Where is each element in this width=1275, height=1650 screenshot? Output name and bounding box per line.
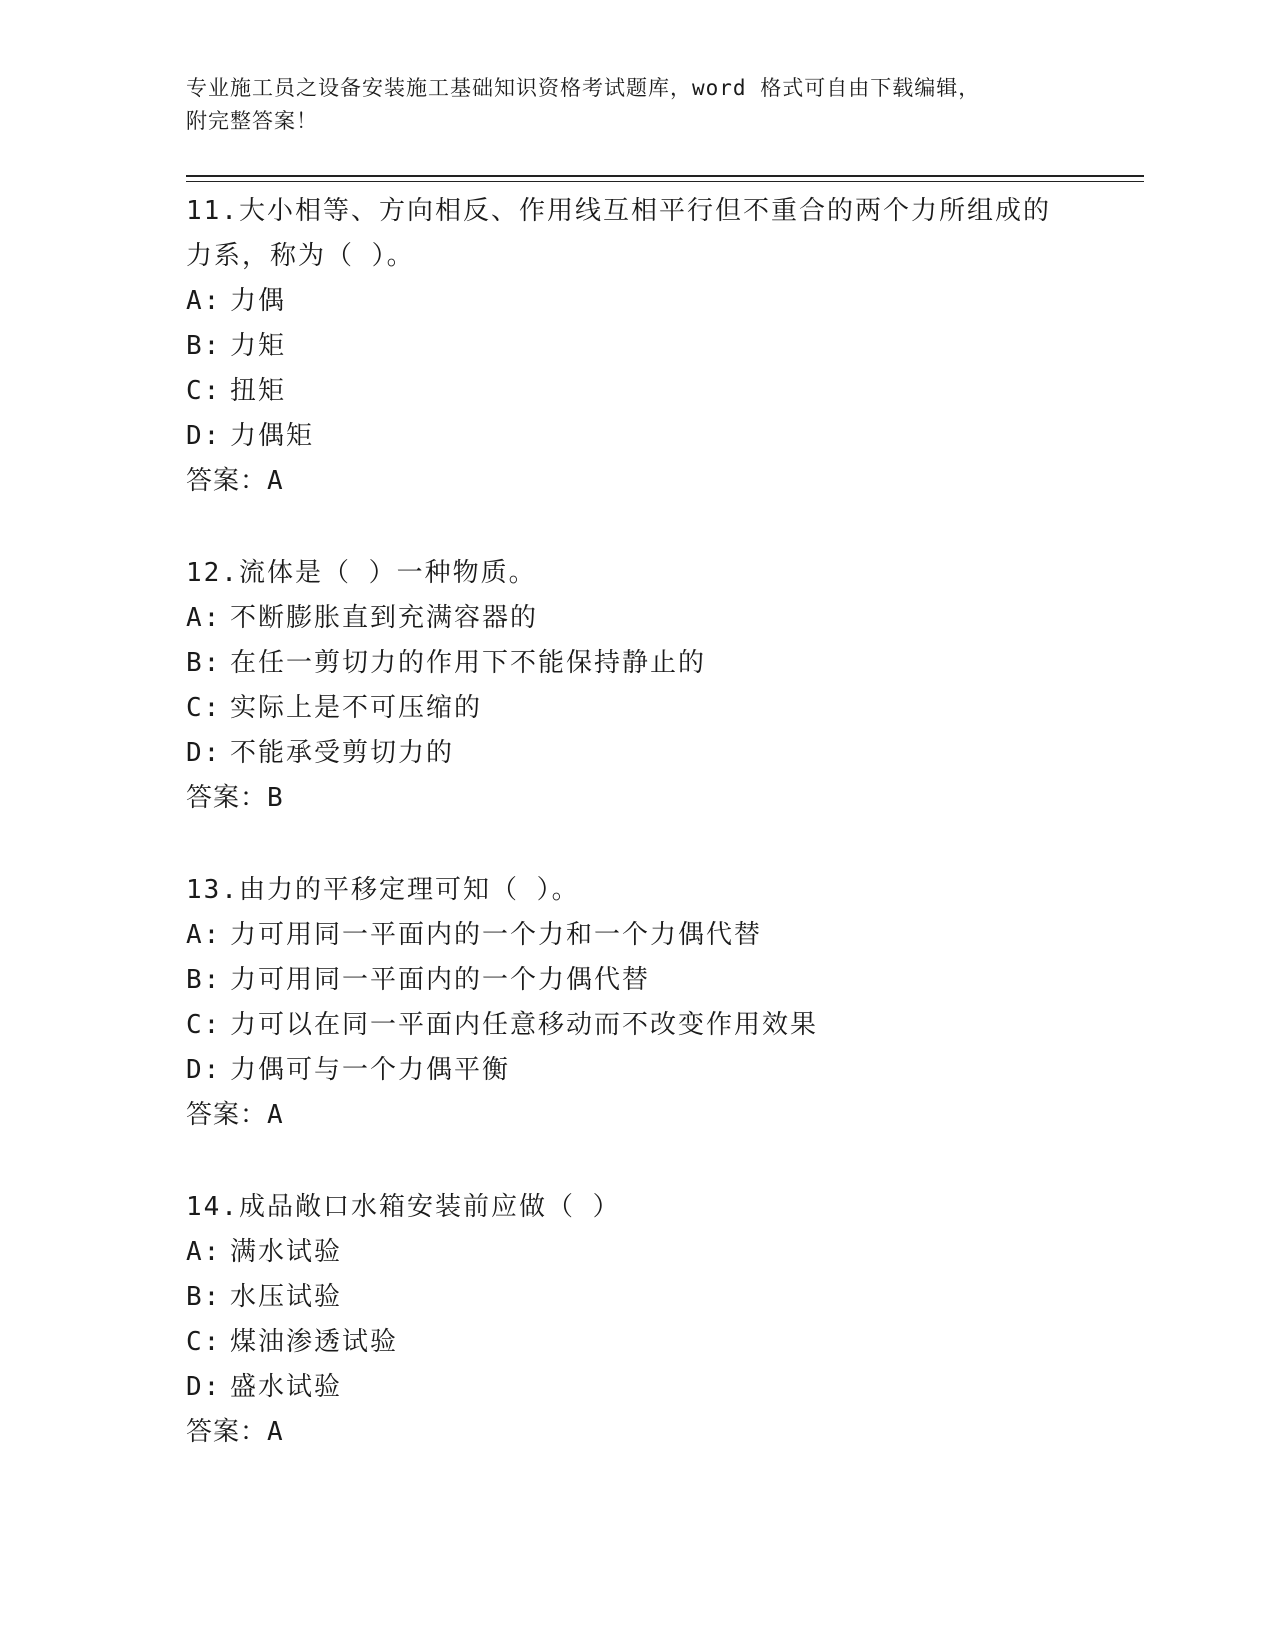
header-divider-thin — [186, 181, 1144, 182]
option-text: 力偶矩 — [230, 421, 315, 451]
question-number: 11. — [186, 196, 239, 226]
answer-label: 答案： — [186, 1100, 268, 1130]
option-a — [186, 913, 1086, 958]
option-letter: D: — [186, 738, 222, 768]
option-text: 力偶 — [230, 286, 287, 316]
option-letter: C: — [186, 1327, 222, 1357]
option-c — [186, 1003, 1086, 1048]
option-b — [186, 641, 1086, 686]
option-letter: D: — [186, 421, 222, 451]
answer-value: A — [267, 1417, 284, 1447]
option-d — [186, 1365, 1086, 1410]
option-letter: B: — [186, 965, 222, 995]
question-12 — [186, 551, 1086, 821]
answer-line — [186, 1410, 1086, 1455]
option-letter: C: — [186, 693, 222, 723]
answer-label: 答案： — [186, 466, 268, 496]
option-letter: B: — [186, 1282, 222, 1312]
option-b — [186, 958, 1086, 1003]
question-stem — [186, 189, 1086, 234]
option-letter: A: — [186, 920, 222, 950]
option-text: 不断膨胀直到充满容器的 — [230, 603, 539, 633]
header-line-2: 附完整答案！ — [186, 109, 318, 133]
option-text: 力偶可与一个力偶平衡 — [230, 1055, 511, 1085]
option-d — [186, 1048, 1086, 1093]
option-a — [186, 1230, 1086, 1275]
question-number: 13. — [186, 875, 239, 905]
question-stem — [186, 868, 1086, 913]
question-list — [186, 189, 1086, 1502]
question-14 — [186, 1185, 1086, 1455]
question-number: 14. — [186, 1192, 239, 1222]
question-stem-line-1: 大小相等、方向相反、作用线互相平行但不重合的两个力所组成的 — [238, 196, 1051, 226]
option-text: 力可用同一平面内的一个力偶代替 — [230, 965, 651, 995]
option-b — [186, 1275, 1086, 1320]
option-text: 在任一剪切力的作用下不能保持静止的 — [230, 648, 707, 678]
answer-line — [186, 776, 1086, 821]
question-stem-line-1: 流体是（ ）一种物质。 — [238, 558, 537, 588]
option-letter: A: — [186, 1237, 222, 1267]
question-number: 12. — [186, 558, 239, 588]
option-text: 实际上是不可压缩的 — [230, 693, 483, 723]
option-d — [186, 731, 1086, 776]
question-stem — [186, 1185, 1086, 1230]
option-letter: D: — [186, 1055, 222, 1085]
answer-label: 答案： — [186, 1417, 268, 1447]
answer-value: A — [267, 1100, 284, 1130]
option-text: 不能承受剪切力的 — [230, 738, 455, 768]
option-text: 力矩 — [230, 331, 287, 361]
option-letter: C: — [186, 1010, 222, 1040]
answer-value: B — [267, 783, 284, 813]
option-c — [186, 369, 1086, 414]
option-d — [186, 414, 1086, 459]
option-letter: A: — [186, 286, 222, 316]
document-header — [186, 72, 1086, 138]
option-letter: D: — [186, 1372, 222, 1402]
question-13 — [186, 868, 1086, 1138]
option-a — [186, 279, 1086, 324]
answer-line — [186, 1093, 1086, 1138]
option-letter: B: — [186, 331, 222, 361]
option-text: 力可以在同一平面内任意移动而不改变作用效果 — [230, 1010, 819, 1040]
option-text: 满水试验 — [230, 1237, 343, 1267]
option-text: 水压试验 — [230, 1282, 343, 1312]
option-text: 力可用同一平面内的一个力和一个力偶代替 — [230, 920, 763, 950]
option-letter: C: — [186, 376, 222, 406]
option-text: 盛水试验 — [230, 1372, 343, 1402]
option-letter: A: — [186, 603, 222, 633]
option-a — [186, 596, 1086, 641]
question-stem-line-1: 由力的平移定理可知（ ）。 — [238, 875, 580, 905]
option-b — [186, 324, 1086, 369]
question-stem-line-1: 成品敞口水箱安装前应做（ ） — [238, 1192, 621, 1222]
option-c — [186, 686, 1086, 731]
answer-line — [186, 459, 1086, 504]
header-divider-thick — [186, 175, 1144, 177]
question-11 — [186, 189, 1086, 504]
answer-label: 答案： — [186, 783, 268, 813]
option-c — [186, 1320, 1086, 1365]
question-stem-line-2: 力系，称为（ ）。 — [186, 241, 415, 271]
answer-value: A — [267, 466, 284, 496]
question-stem — [186, 551, 1086, 596]
header-line-1: 专业施工员之设备安装施工基础知识资格考试题库，word 格式可自由下载编辑， — [186, 76, 981, 100]
option-letter: B: — [186, 648, 222, 678]
option-text: 煤油渗透试验 — [230, 1327, 399, 1357]
option-text: 扭矩 — [230, 376, 287, 406]
